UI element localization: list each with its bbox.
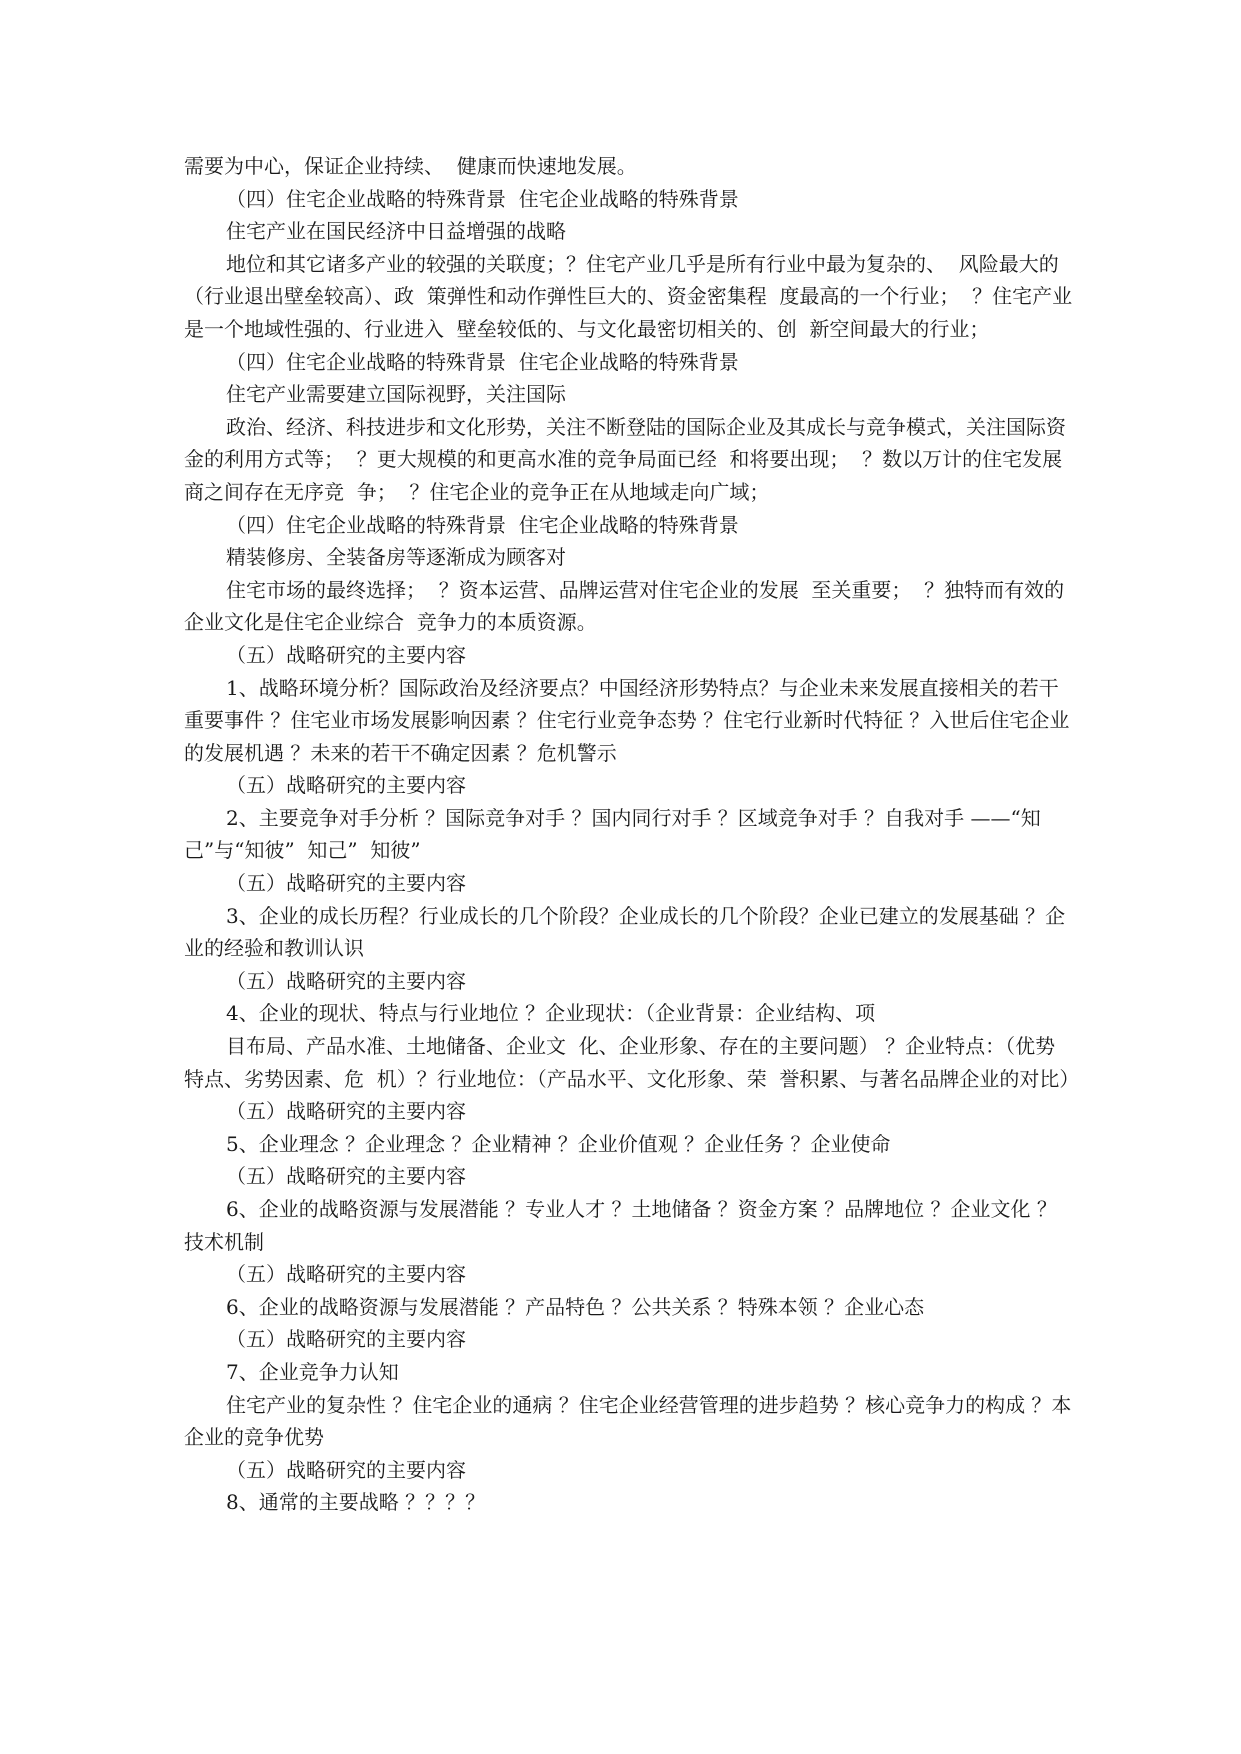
paragraph: 6、企业的战略资源与发展潜能 ？专业人才 ？土地储备 ？资金方案 ？品牌地位 ？企业文化 ？技术机制	[184, 1197, 1057, 1254]
section-heading: （五）战略研究的主要内容	[226, 773, 466, 798]
section-heading: （五）战略研究的主要内容	[226, 642, 466, 667]
section-heading: （五）战略研究的主要内容	[226, 1099, 466, 1124]
paragraph: 目布局、产品水准、土地储备、企业文 化、企业形象、存在的主要问题） ？企业特点：（优势特点、劣势因素、危 机）？行业地位：（产品水平、文化形象、荣 誉积累、与著名品牌企业的对比）	[184, 1034, 1080, 1091]
section-heading: （五）战略研究的主要内容	[226, 968, 466, 993]
paragraph: 4、企业的现状、特点与行业地位 ？企业现状：（企业背景：企业结构、项	[226, 1001, 876, 1026]
paragraph-continuation: 需要为中心，保证企业持续、 健康而快速地发展。	[184, 154, 637, 178]
section-heading: （五）战略研究的主要内容	[226, 1457, 466, 1482]
section-heading: （五）战略研究的主要内容	[226, 1164, 466, 1189]
section-heading: （四）住宅企业战略的特殊背景 住宅企业战略的特殊背景	[226, 349, 739, 374]
section-heading: （五）战略研究的主要内容	[226, 871, 466, 896]
paragraph: 3、企业的成长历程？行业成长的几个阶段？企业成长的几个阶段？企业已建立的发展基础 ？企业的经验和教训认识	[184, 903, 1066, 961]
document-body	[184, 150, 1080, 1519]
paragraph: 1、战略环境分析？国际政治及经济要点？中国经济形势特点？与企业未来发展直接相关的若干重要事件 ？住宅业市场发展影响因素 ？住宅行业竞争态势 ？住宅行业新时代特征 ？入世后住宅企业的发展机遇 ？未来的若干不确定因素 ？危机警示	[184, 675, 1070, 765]
section-heading: （五）战略研究的主要内容	[226, 1262, 466, 1287]
paragraph: 地位和其它诸多产业的较强的关联度；？住宅产业几乎是所有行业中最为复杂的、 风险最大的（行业退出壁垒较高）、政 策弹性和动作弹性巨大的、资金密集程 度最高的一个行业； ？住宅产业是一个地域性强的、行业进入 壁垒较低的、与文化最密切相关的、创 新空间最大的行业；	[184, 251, 1073, 341]
paragraph: 住宅产业在国民经济中日益增强的战略	[226, 219, 566, 244]
paragraph: 6、企业的战略资源与发展潜能 ？产品特色 ？公共关系 ？特殊本领 ？企业心态	[226, 1294, 925, 1319]
paragraph: 2、主要竞争对手分析 ？国际竞争对手 ？国内同行对手 ？区域竞争对手 ？自我对手 ——“知己”与“知彼” 知己” 知彼”	[184, 805, 1041, 863]
paragraph: 住宅产业需要建立国际视野，关注国际	[226, 382, 566, 407]
section-heading: （五）战略研究的主要内容	[226, 1327, 466, 1352]
section-heading: （四）住宅企业战略的特殊背景 住宅企业战略的特殊背景	[226, 512, 739, 537]
section-heading: （四）住宅企业战略的特殊背景 住宅企业战略的特殊背景	[226, 186, 739, 211]
paragraph: 精装修房、全装备房等逐渐成为顾客对	[226, 545, 566, 570]
paragraph: 5、企业理念 ？企业理念 ？企业精神 ？企业价值观 ？企业任务 ？企业使命	[226, 1131, 891, 1156]
paragraph: 政治、经济、科技进步和文化形势，关注不断登陆的国际企业及其成长与竞争模式，关注国际资金的利用方式等； ？更大规模的和更高水准的竞争局面已经 和将要出现； ？数以万计的住宅发展商之间存在无序竞 争； ？住宅企业的竞争正在从地域走向广域；	[184, 414, 1066, 504]
paragraph: 7、企业竞争力认知	[226, 1359, 399, 1384]
paragraph: 住宅市场的最终选择； ？资本运营、品牌运营对住宅企业的发展 至关重要； ？独特而有效的企业文化是住宅企业综合 竞争力的本质资源。	[184, 577, 1065, 635]
paragraph: 住宅产业的复杂性 ？住宅企业的通病 ？住宅企业经营管理的进步趋势 ？核心竞争力的构成 ？本企业的竞争优势	[184, 1392, 1072, 1450]
paragraph: 8、通常的主要战略 ？？？？	[226, 1490, 486, 1515]
